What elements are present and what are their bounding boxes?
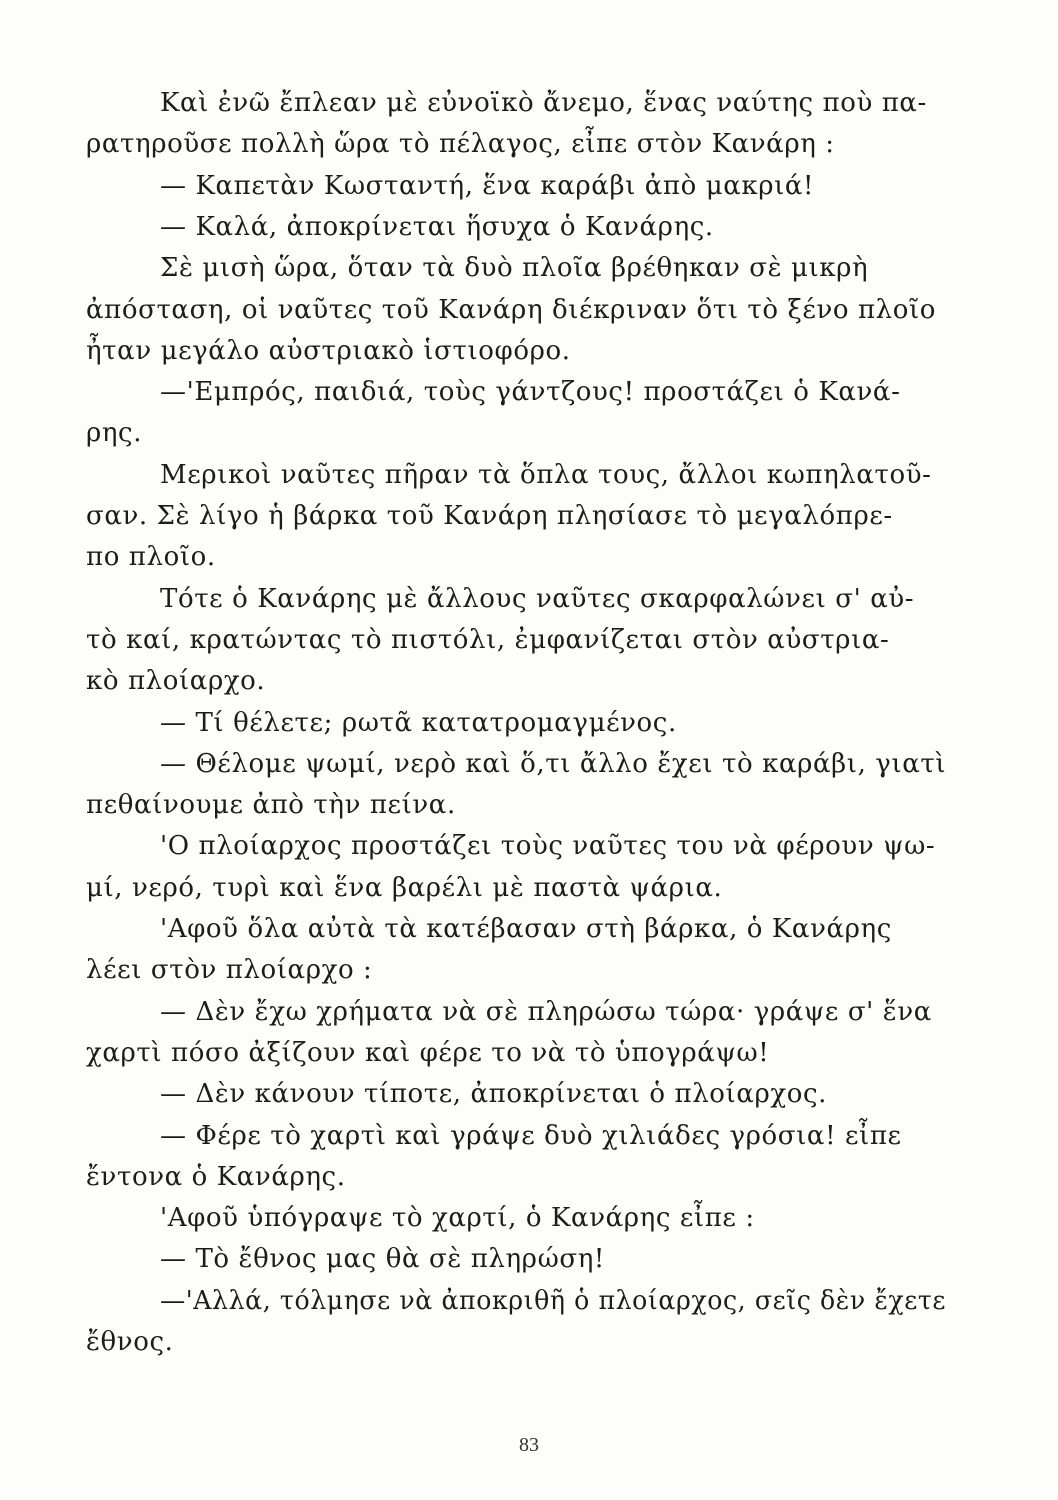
text-line: ἦταν μεγάλο αὐστριακὸ ἱστιοφόρο. bbox=[86, 335, 571, 366]
text-line: Τότε ὁ Κανάρης μὲ ἄλλους ναῦτες σκαρφαλώνει σ' αὐ- bbox=[160, 583, 915, 614]
text-line: ρης. bbox=[86, 418, 143, 449]
text-line: 'Αφοῦ ὅλα αὐτὰ τὰ κατέβασαν στὴ βάρκα, ὁ Κανάρης bbox=[160, 914, 892, 944]
text-line: λέει στὸν πλοίαρχο : bbox=[86, 955, 373, 986]
text-line: τὸ καί, κρατώντας τὸ πιστόλι, ἐμφανίζεται στὸν αὐστρια- bbox=[86, 624, 890, 655]
text-line: πεθαίνουμε ἀπὸ τὴν πείνα. bbox=[86, 790, 456, 821]
text-line: ἀπόσταση, οἱ ναῦτες τοῦ Κανάρη διέκριναν ὅτι τὸ ξένο πλοῖο bbox=[86, 294, 937, 325]
text-line: ἔντονα ὁ Κανάρης. bbox=[86, 1161, 346, 1192]
text-line: Καὶ ἐνῶ ἔπλεαν μὲ εὐνοϊκὸ ἄνεμο, ἕνας ναύτης ποὺ πα- bbox=[160, 88, 927, 118]
text-line: πο πλοῖο. bbox=[86, 542, 216, 573]
text-line: σαν. Σὲ λίγο ἡ βάρκα τοῦ Κανάρη πλησίασε τὸ μεγαλόπρε- bbox=[86, 501, 893, 531]
text-line: χαρτὶ πόσο ἀξίζουν καὶ φέρε το νὰ τὸ ὑπογράψω! bbox=[86, 1037, 770, 1068]
text-line: κὸ πλοίαρχο. bbox=[86, 666, 266, 697]
text-line: — Θέλομε ψωμί, νερὸ καὶ ὅ,τι ἄλλο ἔχει τὸ καράβι, γιατὶ bbox=[160, 748, 947, 779]
text-line: Μερικοὶ ναῦτες πῆραν τὰ ὅπλα τους, ἄλλοι κωπηλατοῦ- bbox=[160, 459, 932, 490]
text-line: —'Αλλά, τόλμησε νὰ ἀποκριθῆ ὁ πλοίαρχος, σεῖς δὲν ἔχετε bbox=[160, 1285, 947, 1316]
text-line: μί, νερό, τυρὶ καὶ ἕνα βαρέλι μὲ παστὰ ψάρια. bbox=[86, 872, 723, 903]
text-line: 'Ο πλοίαρχος προστάζει τοὺς ναῦτες του νὰ φέρουν ψω- bbox=[160, 831, 936, 862]
text-line: — Δὲν ἔχω χρήματα νὰ σὲ πληρώσω τώρα· γράψε σ' ἕνα bbox=[160, 996, 932, 1027]
text-line: — Καπετὰν Κωσταντή, ἕνα καράβι ἀπὸ μακριά! bbox=[160, 170, 815, 201]
text-line: — Δὲν κάνουν τίποτε, ἀποκρίνεται ὁ πλοίαρχος. bbox=[160, 1079, 828, 1110]
text-line: — Φέρε τὸ χαρτὶ καὶ γράψε δυὸ χιλιάδες γρόσια! εἶπε bbox=[160, 1120, 902, 1151]
text-line: — Τί θέλετε; ρωτᾶ κατατρομαγμένος. bbox=[160, 707, 677, 738]
text-line: 'Αφοῦ ὑπόγραψε τὸ χαρτί, ὁ Κανάρης εἶπε : bbox=[160, 1203, 755, 1234]
page-number: 83 bbox=[519, 1434, 539, 1456]
text-line: Σὲ μισὴ ὥρα, ὅταν τὰ δυὸ πλοῖα βρέθηκαν σὲ μικρὴ bbox=[160, 253, 869, 284]
text-line: ἔθνος. bbox=[86, 1327, 174, 1357]
text-line: — Τὸ ἔθνος μας θὰ σὲ πληρώση! bbox=[160, 1244, 605, 1275]
text-line: ρατηροῦσε πολλὴ ὥρα τὸ πέλαγος, εἶπε στὸν Κανάρη : bbox=[86, 129, 835, 160]
text-line: —'Εμπρός, παιδιά, τοὺς γάντζους! προστάζει ὁ Κανά- bbox=[160, 377, 901, 408]
text-line: — Καλά, ἀποκρίνεται ἥσυχα ὁ Κανάρης. bbox=[160, 211, 714, 242]
